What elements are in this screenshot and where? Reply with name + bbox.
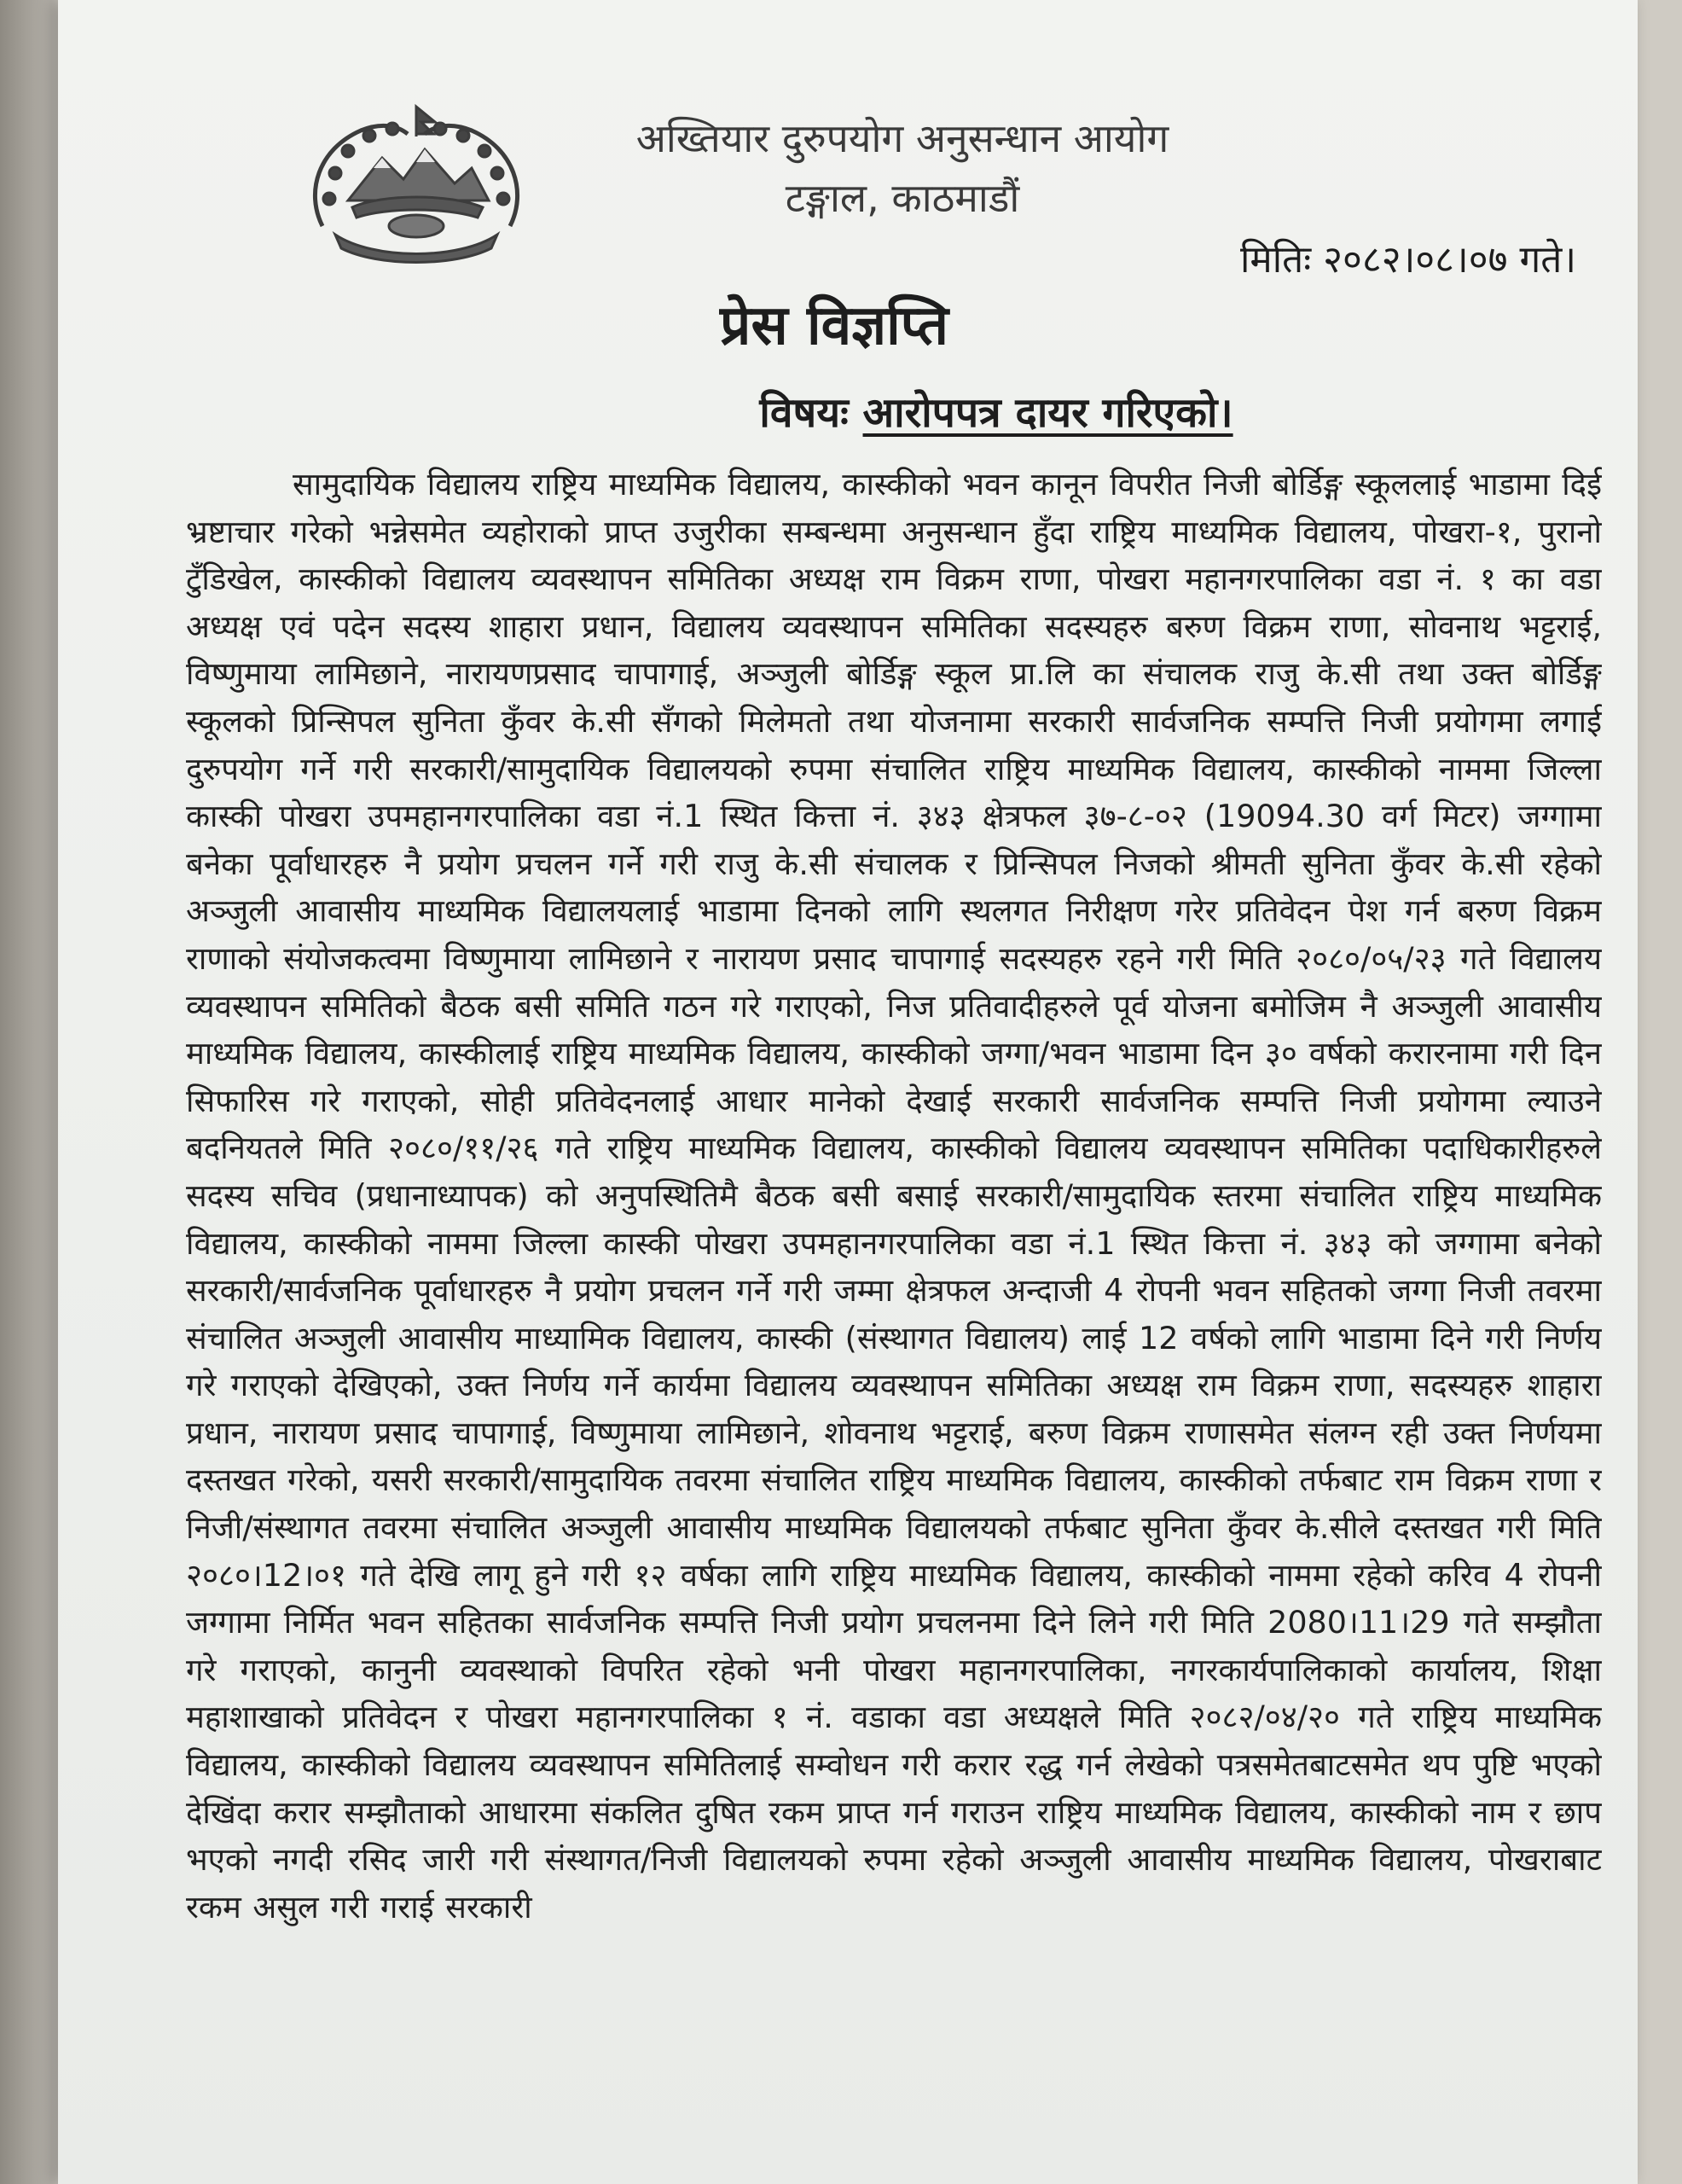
page-title: प्रेस विज्ञप्ति (720, 294, 948, 357)
subject-text: आरोपपत्र दायर गरिएको। (862, 389, 1233, 437)
organization-address: टङ्गाल, काठमाडौं (785, 175, 1020, 221)
nepal-government-emblem-icon (288, 98, 544, 264)
press-release-page (58, 0, 1638, 2184)
subject-label: विषयः (759, 389, 849, 437)
organization-name: अख्तियार दुरुपयोग अनुसन्धान आयोग (635, 115, 1169, 161)
body-paragraph: सामुदायिक विद्यालय राष्ट्रिय माध्यमिक विद्यालय, कास्कीको भवन कानून विपरीत निजी बोर्डिङ्ग स्कूललाई भाडामा दिई भ्रष्टाचार गरेको भन्नेसमेत व्यहोराको प्राप्त उजुरीका सम्बन्धमा अनुसन्धान हुँदा राष्ट्रिय माध्यमिक विद्यालय, पोखरा-१, पुरानो टुँडिखेल, कास्कीको विद्यालय व्यवस्थापन समितिका अध्यक्ष राम विक्रम राणा, पोखरा महानगरपालिका वडा नं. १ का वडा अध्यक्ष एवं पदेन सदस्य शाहारा प्रधान, विद्यालय व्यवस्थापन समितिका सदस्यहरु बरुण विक्रम राणा, सोवनाथ भट्टराई, विष्णुमाया लामिछाने, नारायणप्रसाद चापागाई, अञ्जुली बोर्डिङ्ग स्कूल प्रा.लि का संचालक राजु के.सी तथा उक्त बोर्डिङ्ग स्कूलको प्रिन्सिपल सुनिता कुँवर के.सी सँगको मिलेमतो तथा योजनामा सरकारी सार्वजनिक सम्पत्ति निजी प्रयोगमा लगाई दुरुपयोग गर्ने गरी सरकारी/सामुदायिक विद्यालयको रुपमा संचालित राष्ट्रिय माध्यमिक विद्यालय, कास्कीको नाममा जिल्ला कास्की पोखरा उपमहानगरपालिका वडा नं.1 स्थित कित्ता नं. ३४३ क्षेत्रफल ३७-८-०२ (19094.30 वर्ग मिटर) जग्गामा बनेका पूर्वाधारहरु नै प्रयोग प्रचलन गर्ने गरी राजु के.सी संचालक र प्रिन्सिपल निजको श्रीमती सुनिता कुँवर के.सी रहेको अञ्जुली आवासीय माध्यमिक विद्यालयलाई भाडामा दिनको लागि स्थलगत निरीक्षण गरेर प्रतिवेदन पेश गर्न बरुण विक्रम राणाको संयोजकत्वमा विष्णुमाया लामिछाने र नारायण प्रसाद चापागाई सदस्यहरु रहने गरी मिति २०८०/०५/२३ गते विद्यालय व्यवस्थापन समितिको बैठक बसी समिति गठन गरे गराएको, निज प्रतिवादीहरुले पूर्व योजना बमोजिम नै अञ्जुली आवासीय माध्यमिक विद्यालय, कास्कीलाई राष्ट्रिय माध्यमिक विद्यालय, कास्कीको जग्गा/भवन भाडामा दिन ३० वर्षको करारनामा गरी दिन सिफारिस गरे गराएको, सोही प्रतिवेदनलाई आधार मानेको देखाई सरकारी सार्वजनिक सम्पत्ति निजी प्रयोगमा ल्याउने बदनियतले मिति २०८०/११/२६ गते राष्ट्रिय माध्यमिक विद्यालय, कास्कीको विद्यालय व्यवस्थापन समितिका पदाधिकारीहरुले सदस्य सचिव (प्रधानाध्यापक) को अनुपस्थितिमै बैठक बसी बसाई सरकारी/सामुदायिक स्तरमा संचालित राष्ट्रिय माध्यमिक विद्यालय, कास्कीको नाममा जिल्ला कास्की पोखरा उपमहानगरपालिका वडा नं.1 स्थित कित्ता नं. ३४३ को जग्गामा बनेको सरकारी/सार्वजनिक पूर्वाधारहरु नै प्रयोग प्रचलन गर्ने गरी जम्मा क्षेत्रफल अन्दाजी 4 रोपनी भवन सहितको जग्गा निजी तवरमा संचालित अञ्जुली आवासीय माध्यामिक विद्यालय, कास्की (संस्थागत विद्यालय) लाई 12 वर्षको लागि भाडामा दिने गरी निर्णय गरे गराएको देखिएको, उक्त निर्णय गर्ने कार्यमा विद्यालय व्यवस्थापन समितिका अध्यक्ष राम विक्रम राणा, सदस्यहरु शाहारा प्रधान, नारायण प्रसाद चापागाई, विष्णुमाया लामिछाने, शोवनाथ भट्टराई, बरुण विक्रम राणासमेत संलग्न रही उक्त निर्णयमा दस्तखत गरेको, यसरी सरकारी/सामुदायिक तवरमा संचालित राष्ट्रिय माध्यमिक विद्यालय, कास्कीको तर्फबाट राम विक्रम राणा र निजी/संस्थागत तवरमा संचालित अञ्जुली आवासीय माध्यमिक विद्यालयको तर्फबाट सुनिता कुँवर के.सीले दस्तखत गरी मिति २०८०।12।०१ गते देखि लागू हुने गरी १२ वर्षका लागि राष्ट्रिय माध्यमिक विद्यालय, कास्कीको नाममा रहेको करिव 4 रोपनी जग्गामा निर्मित भवन सहितका सार्वजनिक सम्पत्ति निजी प्रयोग प्रचलनमा दिने लिने गरी मिति 2080।11।29 गते सम्झौता गरे गराएको, कानुनी व्यवस्थाको विपरित रहेको भनी पोखरा महानगरपालिका, नगरकार्यपालिकाको कार्यालय, शिक्षा महाशाखाको प्रतिवेदन र पोखरा महानगरपालिका १ नं. वडाका वडा अध्यक्षले मिति २०८२/०४/२० गते राष्ट्रिय माध्यमिक विद्यालय, कास्कीको विद्यालय व्यवस्थापन समितिलाई सम्वोधन गरी करार रद्ध गर्न लेखेको पत्रसमेतबाटसमेत थप पुष्टि भएको देखिंदा करार सम्झौताको आधारमा संकलित दुषित रकम प्राप्त गर्न गराउन राष्ट्रिय माध्यमिक विद्यालय, कास्कीको नाम र छाप भएको नगदी रसिद जारी गरी संस्थागत/निजी विद्यालयको रुपमा रहेको अञ्जुली आवासीय माध्यमिक विद्यालय, पोखराबाट रकम असुल गरी गराई सरकारी (186, 466, 1602, 1926)
release-date: मितिः २०८२।०८।०७ गते। (1240, 238, 1576, 282)
press-release-body (186, 461, 1602, 2175)
subject-line (570, 384, 1423, 439)
